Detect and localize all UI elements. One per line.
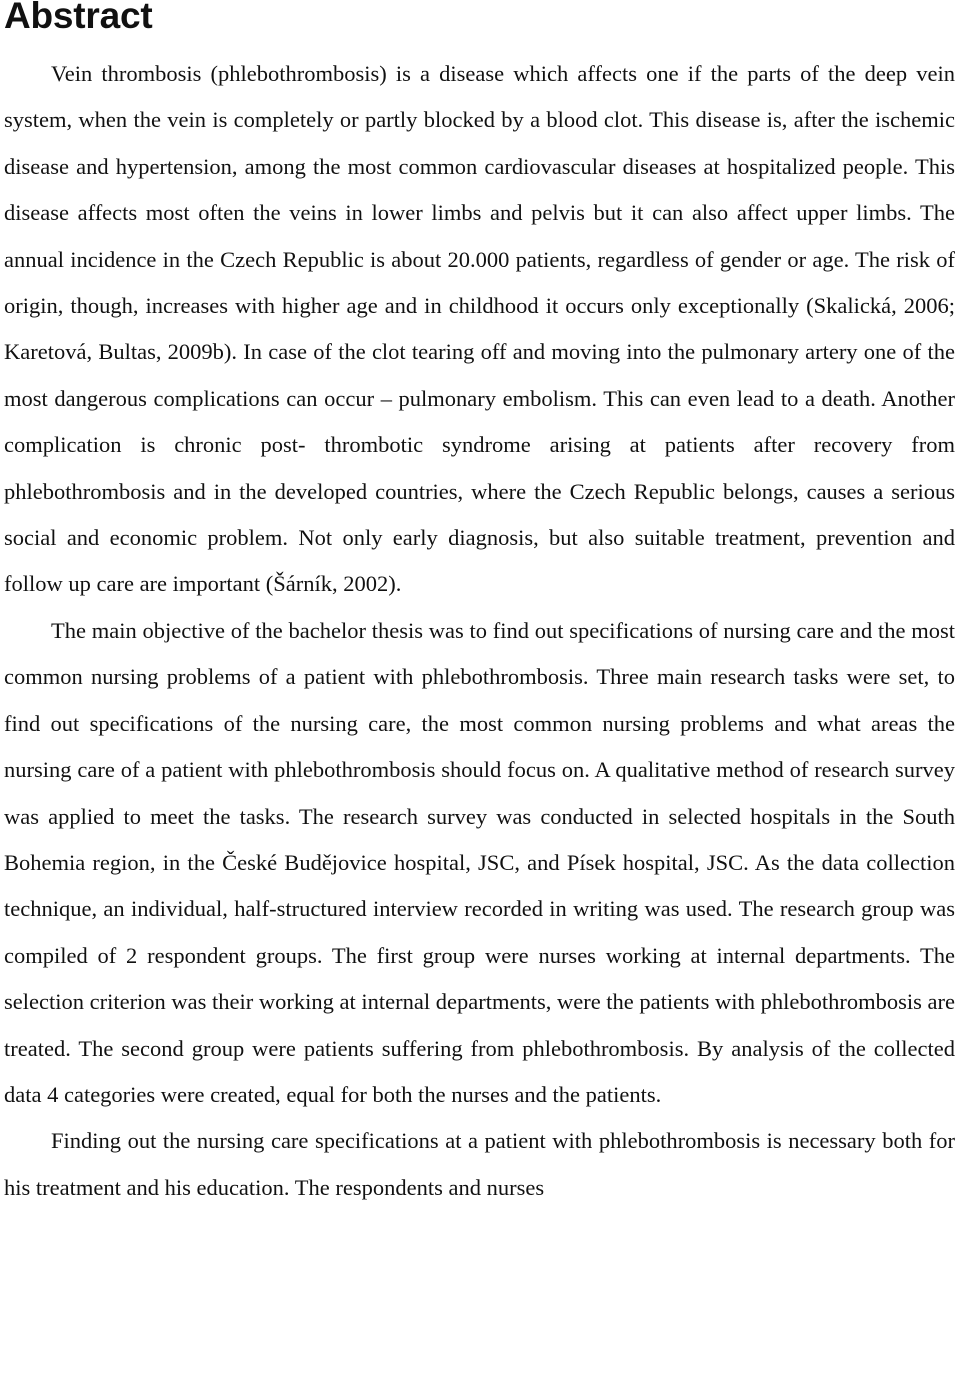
abstract-body (4, 51, 955, 1211)
abstract-paragraph-3: Finding out the nursing care specifications at a patient with phlebothrombosis is necessary both for his treatment and his education. The respondents and nurses (4, 1128, 955, 1200)
abstract-paragraph-1: Vein thrombosis (phlebothrombosis) is a disease which affects one if the parts of the deep vein system, when the vein is completely or partly blocked by a blood clot. This disease is, after the ischemic disease and hypertension, among the most common cardiovascular diseases at hospitalized people. This disease affects most often the veins in lower limbs and pelvis but it can also affect upper limbs. The annual incidence in the Czech Republic is about 20.000 patients, regardless of gender or age. The risk of origin, though, increases with higher age and in childhood it occurs only exceptionally (Skalická, 2006; Karetová, Bultas, 2009b). In case of the clot tearing off and moving into the pulmonary artery one of the most dangerous complications can occur – pulmonary embolism. This can even lead to a death. Another complication is chronic post- thrombotic syndrome arising at patients after recovery from phlebothrombosis and in the developed countries, where the Czech Republic belongs, causes a serious social and economic problem. Not only early diagnosis, but also suitable treatment, prevention and follow up care are important (Šárník, 2002). (4, 61, 955, 597)
abstract-paragraph-2: The main objective of the bachelor thesis was to find out specifications of nursing care and the most common nursing problems of a patient with phlebothrombosis. Three main research tasks were set, to find out specifications of the nursing care, the most common nursing problems and what areas the nursing care of a patient with phlebothrombosis should focus on. A qualitative method of research survey was applied to meet the tasks. The research survey was conducted in selected hospitals in the South Bohemia region, in the České Budějovice hospital, JSC, and Písek hospital, JSC. As the data collection technique, an individual, half-structured interview recorded in writing was used. The research group was compiled of 2 respondent groups. The first group were nurses working at internal departments. The selection criterion was their working at internal departments, were the patients with phlebothrombosis are treated. The second group were patients suffering from phlebothrombosis. By analysis of the collected data 4 categories were created, equal for both the nurses and the patients. (4, 617, 955, 1107)
abstract-heading: Abstract (4, 0, 153, 36)
